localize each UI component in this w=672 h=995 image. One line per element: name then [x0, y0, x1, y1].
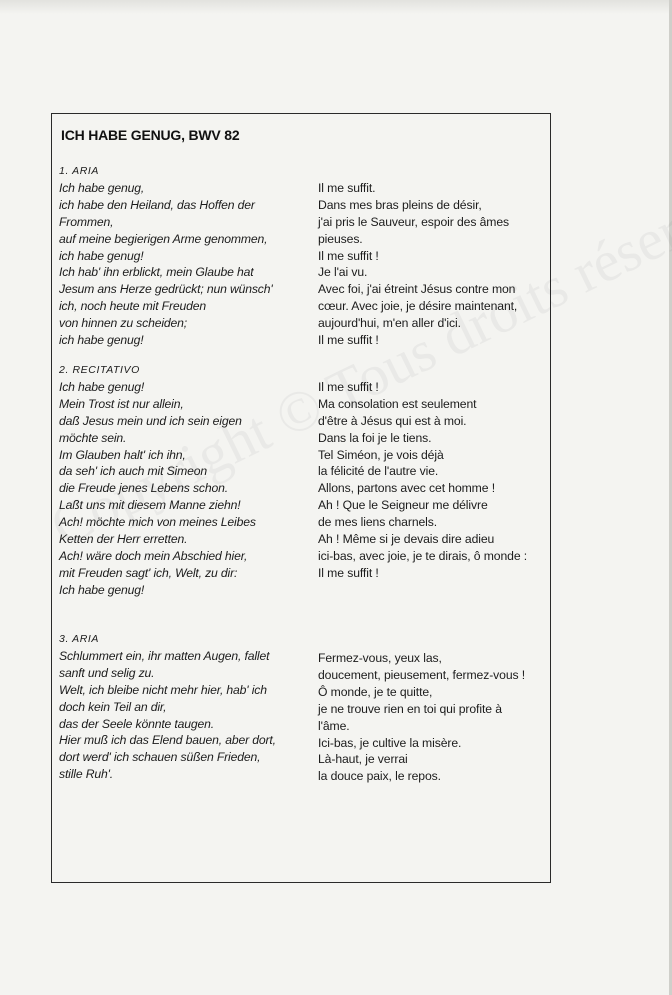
french-line: Fermez-vous, yeux las, [318, 651, 442, 665]
german-line: mit Freuden sagt' ich, Welt, zu dir: [59, 565, 238, 580]
french-line: Il me suffit ! [318, 248, 379, 263]
french-line: cœur. Avec joie, je désire maintenant, [318, 299, 518, 314]
german-line: Ach! möchte mich von meines Leibes [59, 515, 256, 530]
french-line: Il me suffit. [318, 180, 376, 195]
french-text [318, 379, 548, 582]
german-line: Jesum ans Herze gedrückt; nun wünsch' [59, 282, 273, 297]
document-title: ICH HABE GENUG, BWV 82 [61, 127, 240, 143]
french-line: Il me suffit ! [318, 333, 379, 348]
french-line: la félicité de l'autre vie. [318, 464, 439, 479]
french-line: de mes liens charnels. [318, 515, 438, 530]
page-top-shadow [0, 0, 672, 14]
german-line: Im Glauben halt' ich ihn, [59, 447, 186, 462]
german-line: ich habe den Heiland, das Hoffen der [59, 197, 255, 212]
german-line: daß Jesus mein und ich sein eigen [59, 413, 242, 428]
german-line: auf meine begierigen Arme genommen, [59, 231, 268, 246]
french-line: Ma consolation est seulement [318, 396, 477, 411]
movement-label: 2. RECITATIVO [59, 364, 140, 376]
french-line: Dans la foi je le tiens. [318, 430, 432, 445]
german-line: Frommen, [59, 214, 114, 229]
french-text [318, 180, 548, 349]
french-line: d'être à Jésus qui est à moi. [318, 413, 467, 428]
german-line: ich habe genug! [59, 333, 144, 348]
german-line: das der Seele könnte taugen. [59, 716, 215, 731]
french-text [318, 650, 548, 785]
german-line: Schlummert ein, ihr matten Augen, fallet [59, 648, 270, 663]
german-line: Hier muß ich das Elend bauen, aber dort, [59, 733, 276, 748]
french-line: Ô monde, je te quitte, [318, 684, 433, 699]
french-line: pieuses. [318, 231, 363, 246]
german-line: Ich habe genug! [59, 379, 145, 394]
german-line: ich habe genug! [59, 248, 144, 263]
german-line: da seh' ich auch mit Simeon [59, 464, 207, 479]
german-line: Ich habe genug! [59, 582, 145, 597]
french-line: Tel Siméon, je vois déjà [318, 447, 444, 462]
german-line: möchte sein. [59, 430, 127, 445]
german-line: die Freude jenes Lebens schon. [59, 481, 228, 496]
french-line: ici-bas, avec joie, je te dirais, ô monde : [318, 548, 528, 563]
movement-label: 1. ARIA [59, 165, 99, 177]
french-line: Je l'ai vu. [318, 265, 368, 280]
french-line: Ah ! Que le Seigneur me délivre [318, 498, 488, 513]
german-line: Welt, ich bleibe nicht mehr hier, hab' ich [59, 682, 267, 697]
french-line: je ne trouve rien en toi qui profite à [318, 701, 502, 716]
german-text [59, 631, 309, 783]
german-line: Ich hab' ihn erblickt, mein Glaube hat [59, 265, 254, 280]
german-line: sanft und selig zu. [59, 665, 155, 680]
french-line: Avec foi, j'ai étreint Jésus contre mon [318, 282, 516, 297]
german-line: doch kein Teil an dir, [59, 699, 167, 714]
french-line: Ah ! Même si je devais dire adieu [318, 532, 495, 547]
german-text [59, 362, 309, 599]
french-line: la douce paix, le repos. [318, 769, 441, 784]
french-line: aujourd'hui, m'en aller d'ici. [318, 316, 461, 331]
french-line: l'âme. [318, 718, 350, 733]
french-line: Il me suffit ! [318, 379, 379, 394]
german-line: dort werd' ich schauen süßen Frieden, [59, 750, 261, 765]
german-line: Laßt uns mit diesem Manne ziehn! [59, 498, 241, 513]
german-line: von hinnen zu scheiden; [59, 316, 188, 331]
french-line: Allons, partons avec cet homme ! [318, 481, 495, 496]
french-line: Il me suffit ! [318, 565, 379, 580]
german-line: ich, noch heute mit Freuden [59, 299, 207, 314]
french-line: Là-haut, je verrai [318, 752, 408, 767]
movement-label: 3. ARIA [59, 633, 99, 645]
german-line: Ach! wäre doch mein Abschied hier, [59, 548, 248, 563]
german-line: Mein Trost ist nur allein, [59, 396, 184, 411]
german-text [59, 163, 309, 349]
german-line: Ich habe genug, [59, 180, 145, 195]
french-line: j'ai pris le Sauveur, espoir des âmes [318, 214, 510, 229]
french-line: Ici-bas, je cultive la misère. [318, 735, 462, 750]
german-line: Ketten der Herr erretten. [59, 532, 188, 547]
german-line: stille Ruh'. [59, 767, 114, 782]
french-line: doucement, pieusement, fermez-vous ! [318, 667, 526, 682]
french-line: Dans mes bras pleins de désir, [318, 197, 482, 212]
